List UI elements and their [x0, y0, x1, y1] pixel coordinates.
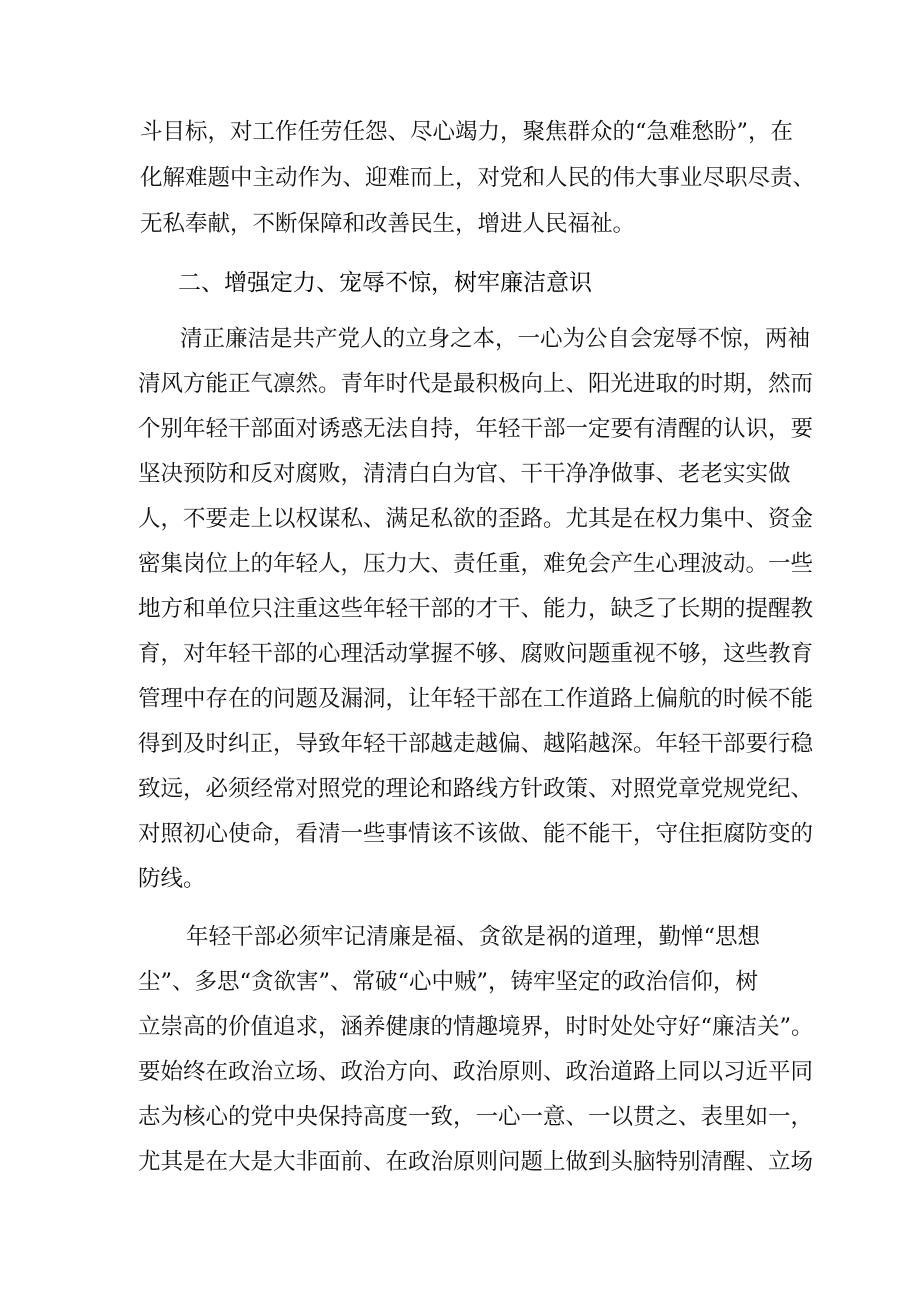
paragraph-1-line-8: 育，对年轻干部的心理活动掌握不够、腐败问题重视不够，这些教育 — [138, 641, 814, 667]
paragraph-1-line-10: 得到及时纠正，导致年轻干部越走越偏、越陷越深。年轻干部要行稳 — [138, 731, 814, 757]
paragraph-1-line-3: 个别年轻干部面对诱惑无法自持，年轻干部一定要有清醒的认识，要 — [138, 416, 814, 442]
paragraph-intro-line-3: 无私奉献，不断保障和改善民生，增进人民福祉。 — [140, 211, 636, 237]
paragraph-intro-line-2: 化解难题中主动作为、迎难而上，对党和人民的伟大事业尽职尽责、 — [140, 165, 816, 191]
paragraph-2-line-1: 年轻干部必须牢记清廉是福、贪欲是祸的道理，勤惮“思想 — [186, 924, 761, 950]
paragraph-2-line-6: 尤其是在大是大非面前、在政治原则问题上做到头脑特别清醒、立场 — [138, 1149, 814, 1175]
paragraph-1-line-11: 致远，必须经常对照党的理论和路线方针政策、对照党章党规党纪、 — [138, 776, 814, 802]
paragraph-2-line-4: 要始终在政治立场、政治方向、政治原则、政治道路上同以习近平同 — [138, 1059, 814, 1085]
paragraph-1-line-4: 坚决预防和反对腐败，清清白白为官、干干净净做事、老老实实做 — [138, 461, 791, 487]
paragraph-intro-line-1: 斗目标，对工作任劳任怨、尽心竭力，聚焦群众的“急难愁盼”，在 — [140, 119, 794, 145]
paragraph-1-line-6: 密集岗位上的年轻人，压力大、责任重，难免会产生心理波动。一些 — [138, 551, 814, 577]
paragraph-2-line-3: 立崇高的价值追求，涵养健康的情趣境界，时时处处守好“廉洁关”。 — [138, 1014, 814, 1040]
paragraph-2-line-2: 尘”、多思“贪欲害”、常破“心中贼”，铸牢坚定的政治信仰，树 — [138, 969, 759, 995]
paragraph-1-line-7: 地方和单位只注重这些年轻干部的才干、能力，缺乏了长期的提醒教 — [138, 596, 814, 622]
paragraph-1-line-1: 清正廉洁是共产党人的立身之本，一心为公自会宠辱不惊，两袖 — [180, 326, 811, 352]
paragraph-1-line-12: 对照初心使命，看清一些事情该不该做、能不能干，守住拒腐防变的 — [138, 821, 814, 847]
paragraph-1-line-5: 人，不要走上以权谋私、满足私欲的歪路。尤其是在权力集中、资金 — [138, 506, 814, 532]
section-heading: 二、增强定力、宠辱不惊，树牢廉洁意识 — [178, 270, 592, 296]
paragraph-2-line-5: 志为核心的党中央保持高度一致，一心一意、一以贯之、表里如一， — [138, 1104, 814, 1130]
paragraph-1-line-9: 管理中存在的问题及漏洞，让年轻干部在工作道路上偏航的时候不能 — [138, 686, 814, 712]
paragraph-1-line-2: 清风方能正气凛然。青年时代是最积极向上、阳光进取的时期，然而 — [138, 371, 814, 397]
paragraph-1-line-13: 防线。 — [138, 866, 206, 892]
